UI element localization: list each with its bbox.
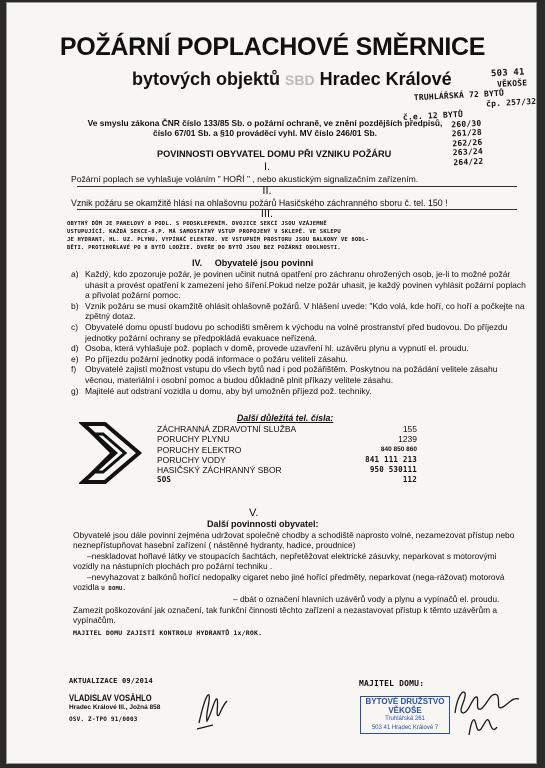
signature-left <box>193 685 233 731</box>
item-label: f) <box>71 364 77 375</box>
list-item <box>71 269 527 301</box>
law-reference <box>65 118 465 138</box>
list-item <box>71 386 527 397</box>
license-number: OSV. Z-TPO 91/0003 <box>69 716 138 723</box>
phone-list <box>157 424 417 486</box>
address-line: čp. 257/32 <box>485 96 537 108</box>
stamp-line: 503 41 Hradec Králové 7 <box>371 724 439 731</box>
address-line: č.e. 12 BYTŮ <box>402 109 464 122</box>
phone-name: PORUCHY ELEKTRO <box>157 444 242 455</box>
phone-name: SOS <box>157 475 172 485</box>
phone-number: 840 850 860 <box>380 445 417 453</box>
phone-name: PORUCHY PLYNU <box>157 434 230 445</box>
law-line: číslo 67/01 Sb. a §10 prováděcí vyhl. MV číslo 246/01 Sb. <box>153 128 377 138</box>
section-ii-text: Vznik požáru se okamžitě hlásí na ohlašovnu požárů Hasičského záchranného sboru č. tel. 150 ! <box>71 198 448 208</box>
list-item <box>71 322 527 343</box>
list-item <box>71 364 527 385</box>
sbd-logo-text: SBD <box>285 72 315 88</box>
item-text: Vznik požáru se musí okamžitě ohlásit ohlašovně požárů. V hlášení uvede: "Kdo volá, kde hoří, co hoří a počkejte na zpětný dotaz. <box>85 300 525 322</box>
stamp-line: VĚKOŠE <box>388 705 422 715</box>
handwritten-address-note <box>402 67 537 167</box>
stamp-line: Truhlářská 261 <box>385 716 425 722</box>
phone-name: ZÁCHRANNÁ ZDRAVOTNÍ SLUŽBA <box>157 424 297 434</box>
item-text: Obyvatelé domu opustí budovu po schodišti směrem k východu na volné prostranství před budovou. Do příjezdu jednotky požární ochrany se předpokládá evakuace neřízená. <box>85 321 508 343</box>
emergency-arrow-icon <box>79 420 147 486</box>
document-page <box>6 2 537 764</box>
address-line: 260/30 <box>451 118 482 129</box>
phone-row <box>157 475 417 485</box>
phone-row <box>157 424 417 434</box>
item-text: Po příjezdu požární jednotky podá informace o požáru velitelí zásahu. <box>85 353 348 364</box>
handwritten-line: BĚTI. PROTIHOŘLAVÉ PO 8 BYTŮ LODŽIE. DVEŘE DO BYTŮ JSOU BEZ POŽÁRNÍ ODOLNOSTI. <box>67 245 341 251</box>
phone-list-title: Další důležitá tel. čísla: <box>237 413 334 423</box>
phone-row <box>157 454 417 465</box>
section-v-paragraph: – dbát o označení hlavních uzávěrů vody a plynu a vypínačů el. proudu. Zamezit poškozování jak označení, tak funkční činnosti těchto zařízení a nezastavovat přístup k těmto uzávěrům a vypínačům. <box>73 594 500 626</box>
section-v-number: V. <box>249 507 259 519</box>
list-item <box>71 354 527 365</box>
footer-company <box>69 676 166 725</box>
handwritten-note: MAJITEL DOMU ZAJISTÍ KONTROLU HYDRANTŮ 1x/ROK. <box>73 628 263 637</box>
handwritten-inline: U DOMU. <box>101 586 126 593</box>
section-i-text: Požární poplach se vyhlašuje voláním " HOŘÍ " , nebo akustickým signalizačním zařízením. <box>71 174 419 184</box>
duties-heading: POVINNOSTI OBYVATEL DOMU PŘI VZNIKU POŽÁRU <box>157 149 392 159</box>
law-line: Ve smyslu zákona ČNR číslo 133/85 Sb. o požární ochraně, ve znění pozdějších předpisů, <box>87 118 443 128</box>
address-line: TRUHLÁŘSKÁ 72 BYTŮ <box>413 88 505 103</box>
address-line: 503 41 <box>490 67 525 80</box>
phone-number: 950 530111 <box>369 465 417 475</box>
item-label: b) <box>71 300 79 311</box>
address-line: 261/28 <box>451 127 483 139</box>
stamp-line: BYTOVÉ DRUŽSTVO <box>365 697 445 706</box>
section-i-number: I. <box>263 161 271 173</box>
section-ii-number: II. <box>262 185 272 197</box>
update-date: AKTUALIZACE 09/2014 <box>69 677 153 685</box>
company-address: Hradec Králové III., Jožná 858 <box>69 704 161 711</box>
section-v-paragraph <box>73 572 523 595</box>
item-label: d) <box>71 343 79 354</box>
section-v-text <box>73 530 523 638</box>
list-item <box>71 343 527 354</box>
address-line: 263/24 <box>452 146 484 158</box>
item-label: c) <box>71 321 79 332</box>
item-label: e) <box>71 353 79 364</box>
section-iv-title: Obyvatelé jsou povinni <box>214 258 314 268</box>
item-text: Osoba, která vyhlašuje pož. poplach v domě, provede uzavření hl. uzávěru plynu a vypnutí el. proudu. <box>85 343 469 354</box>
section-iii-number: III. <box>260 208 274 220</box>
list-item <box>71 301 527 322</box>
item-text: Každý, kdo zpozoruje požár, je povinen učinit nutná opatření pro záchranu ohrožených osob, je-li to možné požár uhasit a provést opatření k zamezení jeho šíření.Pokud nelze požár uhasit, je každý povinen vyhlásit požární poplach a přivolat požární pomoc. <box>85 269 526 301</box>
item-text: Obyvatelé zajistí možnost vstupu do všech bytů nad i pod požářištěm. Poskytnou na požádání velitele zásahu věcnou, materiální i osobní pomoc a budou důkladně plnit příkazy velitele zásahu. <box>85 364 498 385</box>
paragraph-text: –nevyhazovat z balkónů hořící nedopalky cigaret nebo jiné hořící předměty, neparkovat (nega-rážovat) motorová vozidla <box>73 571 505 593</box>
address-line: 262/26 <box>452 137 483 148</box>
phone-row <box>157 465 417 476</box>
phone-row <box>157 444 417 455</box>
handwritten-line: JE HYDRANT, HL. UZ. PLYNU, VYPÍNAČ ELEKTRO. VE VSTUPNÍM PROSTORU JSOU BALKONY VE 8ODL- <box>67 237 369 243</box>
section-iv-number: IV. <box>192 258 203 268</box>
section-iv-heading <box>192 258 313 268</box>
duties-list <box>71 269 527 396</box>
company-name: VLADISLAV VOSÁHLO <box>69 693 152 703</box>
phone-name: PORUCHY VODY <box>157 454 226 465</box>
phone-number: 155 <box>402 424 417 434</box>
phone-number: 1239 <box>398 434 417 445</box>
item-label: a) <box>71 269 79 279</box>
owner-label: MAJITEL DOMU: <box>359 679 425 688</box>
item-label: g) <box>71 385 79 396</box>
handwritten-line: USTUPUJÍCÍ. KAŽDÁ SEKCE-8.P. MÁ SAMOSTATNÝ VSTUP PROPOJENÝ V SKLEPĚ. VE SKLEPU <box>67 229 341 235</box>
section-v-paragraph: –neskladovat hořlavé látky ve stoupacích šachtách, nepřetěžovat elektrické zásuvky, neparkovat s motorovými vozidly na nástupních plochách pro požární techniku . <box>73 550 497 572</box>
document-title: POŽÁRNÍ POPLACHOVÉ SMĚRNICE <box>59 33 486 61</box>
phone-number: 841 111 213 <box>365 454 417 464</box>
cooperative-stamp <box>360 696 450 734</box>
subtitle-city: Hradec Králové <box>319 69 452 89</box>
address-line: 264/22 <box>453 156 484 167</box>
document-subtitle <box>132 69 452 90</box>
phone-name: HASIČSKÝ ZÁCHRANNÝ SBOR <box>157 465 282 476</box>
handwritten-line: OBYTNÝ DŮM JE PANELOVÝ 8 PODL. S PODSKLEPENÍM. DVOJICE SEKCÍ JSOU VZÁJEMNĚ <box>67 221 327 227</box>
phone-row <box>157 434 417 445</box>
item-text: Majitelé aut odstraní vozidla u domu, aby byl umožněn příjezd pož. techniky. <box>85 385 372 396</box>
address-line: VĚKOŠE <box>496 77 528 89</box>
phone-number: 112 <box>402 475 417 485</box>
section-v-paragraph: Obyvatelé jsou dále povinni zejména udržovat společné chodby a schodiště naprosto volné, nezamezovat přístup nebo neznepřístupňovat hasební zařízení ( nástěnné hydranty, hadice, proudnice) <box>73 530 515 551</box>
signature-right <box>447 683 527 739</box>
section-v-title: Další povinnosti obyvatel: <box>207 519 319 529</box>
section-iii-handwritten <box>67 220 447 252</box>
subtitle-prefix: bytových objektů <box>132 69 281 89</box>
